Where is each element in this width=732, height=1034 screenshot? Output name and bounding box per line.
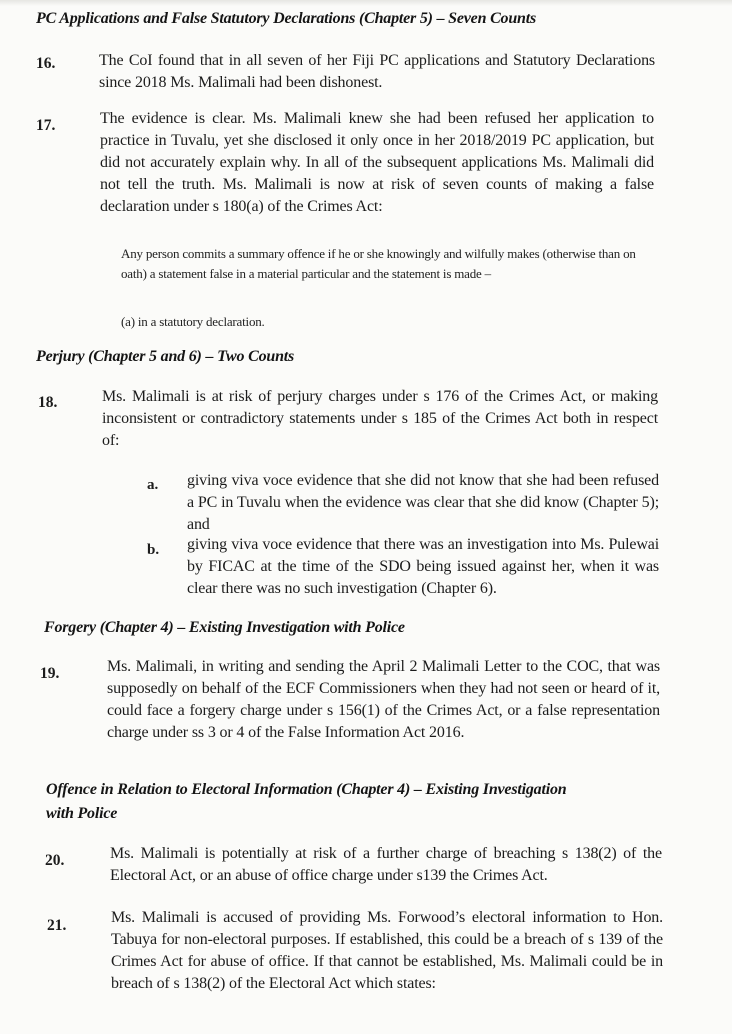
section-heading-pc-applications: PC Applications and False Statutory Declarations (Chapter 5) – Seven Counts [36, 10, 537, 27]
paragraph-number: 20. [45, 852, 65, 869]
paragraph-number: 19. [40, 665, 60, 682]
statute-quote-item: (a) in a statutory declaration. [121, 314, 265, 329]
statute-quote: Any person commits a summary offence if he or she knowingly and wilfully makes (otherwise than on oath) a statement false in a material particular and the statement is made – [121, 246, 636, 281]
sub-item-text: giving viva voce evidence that she did not know that she had been refused a PC in Tuvalu when the evidence was clear that she did know (Chapter 5); and [187, 472, 659, 533]
paragraph-text: Ms. Malimali is potentially at risk of a further charge of breaching s 138(2) of the Electoral Act, or an abuse of office charge under s139 the Crimes Act. [110, 845, 662, 884]
section-heading-electoral-line2: with Police [46, 805, 118, 822]
paragraph-text: Ms. Malimali is at risk of perjury charges under s 176 of the Crimes Act, or making inconsistent or contradictory statements under s 185 of the Crimes Act both in respect of: [102, 388, 658, 449]
paragraph-text: The evidence is clear. Ms. Malimali knew she had been refused her application to practice in Tuvalu, yet she disclosed it only once in her 2018/2019 PC application, but did not accurately explain why. In all of the subsequent applications Ms. Malimali did not tell the truth. Ms. Malimali is now at risk of seven counts of making a false declaration under s 180(a) of the Crimes Act: [100, 110, 654, 215]
sub-item-label: b. [147, 542, 160, 558]
section-heading-perjury: Perjury (Chapter 5 and 6) – Two Counts [36, 348, 295, 365]
paragraph-number: 16. [36, 55, 56, 72]
paragraph-text: The CoI found that in all seven of her Fiji PC applications and Statutory Declarations since 2018 Ms. Malimali had been dishonest. [99, 52, 655, 91]
paragraph-number: 18. [38, 394, 58, 411]
paragraph-text: Ms. Malimali, in writing and sending the April 2 Malimali Letter to the COC, that was supposedly on behalf of the ECF Commissioners when they had not seen or heard of it, could face a forgery charge under s 156(1) of the Crimes Act, or a false representation charge under ss 3 or 4 of the False Information Act 2016. [107, 658, 660, 741]
paragraph-number: 17. [36, 117, 56, 134]
paragraph-text: Ms. Malimali is accused of providing Ms. Forwood’s electoral information to Hon. Tabuya for non-electoral purposes. If established, this could be a breach of s 139 of the Crimes Act for abuse of office. If that cannot be established, Ms. Malimali could be in breach of s 138(2) of the Electoral Act which states: [111, 909, 663, 992]
section-heading-forgery: Forgery (Chapter 4) – Existing Investigation with Police [44, 619, 405, 636]
sub-item-text: giving viva voce evidence that there was an investigation into Ms. Pulewai by FICAC at the time of the SDO being issued against her, when it was clear there was no such investigation (Chapter 6). [187, 536, 659, 597]
section-heading-electoral-line1: Offence in Relation to Electoral Information (Chapter 4) – Existing Investigation [46, 781, 567, 798]
sub-item-label: a. [147, 477, 159, 493]
paragraph-number: 21. [47, 917, 67, 934]
page-edge-shadow [0, 0, 732, 6]
